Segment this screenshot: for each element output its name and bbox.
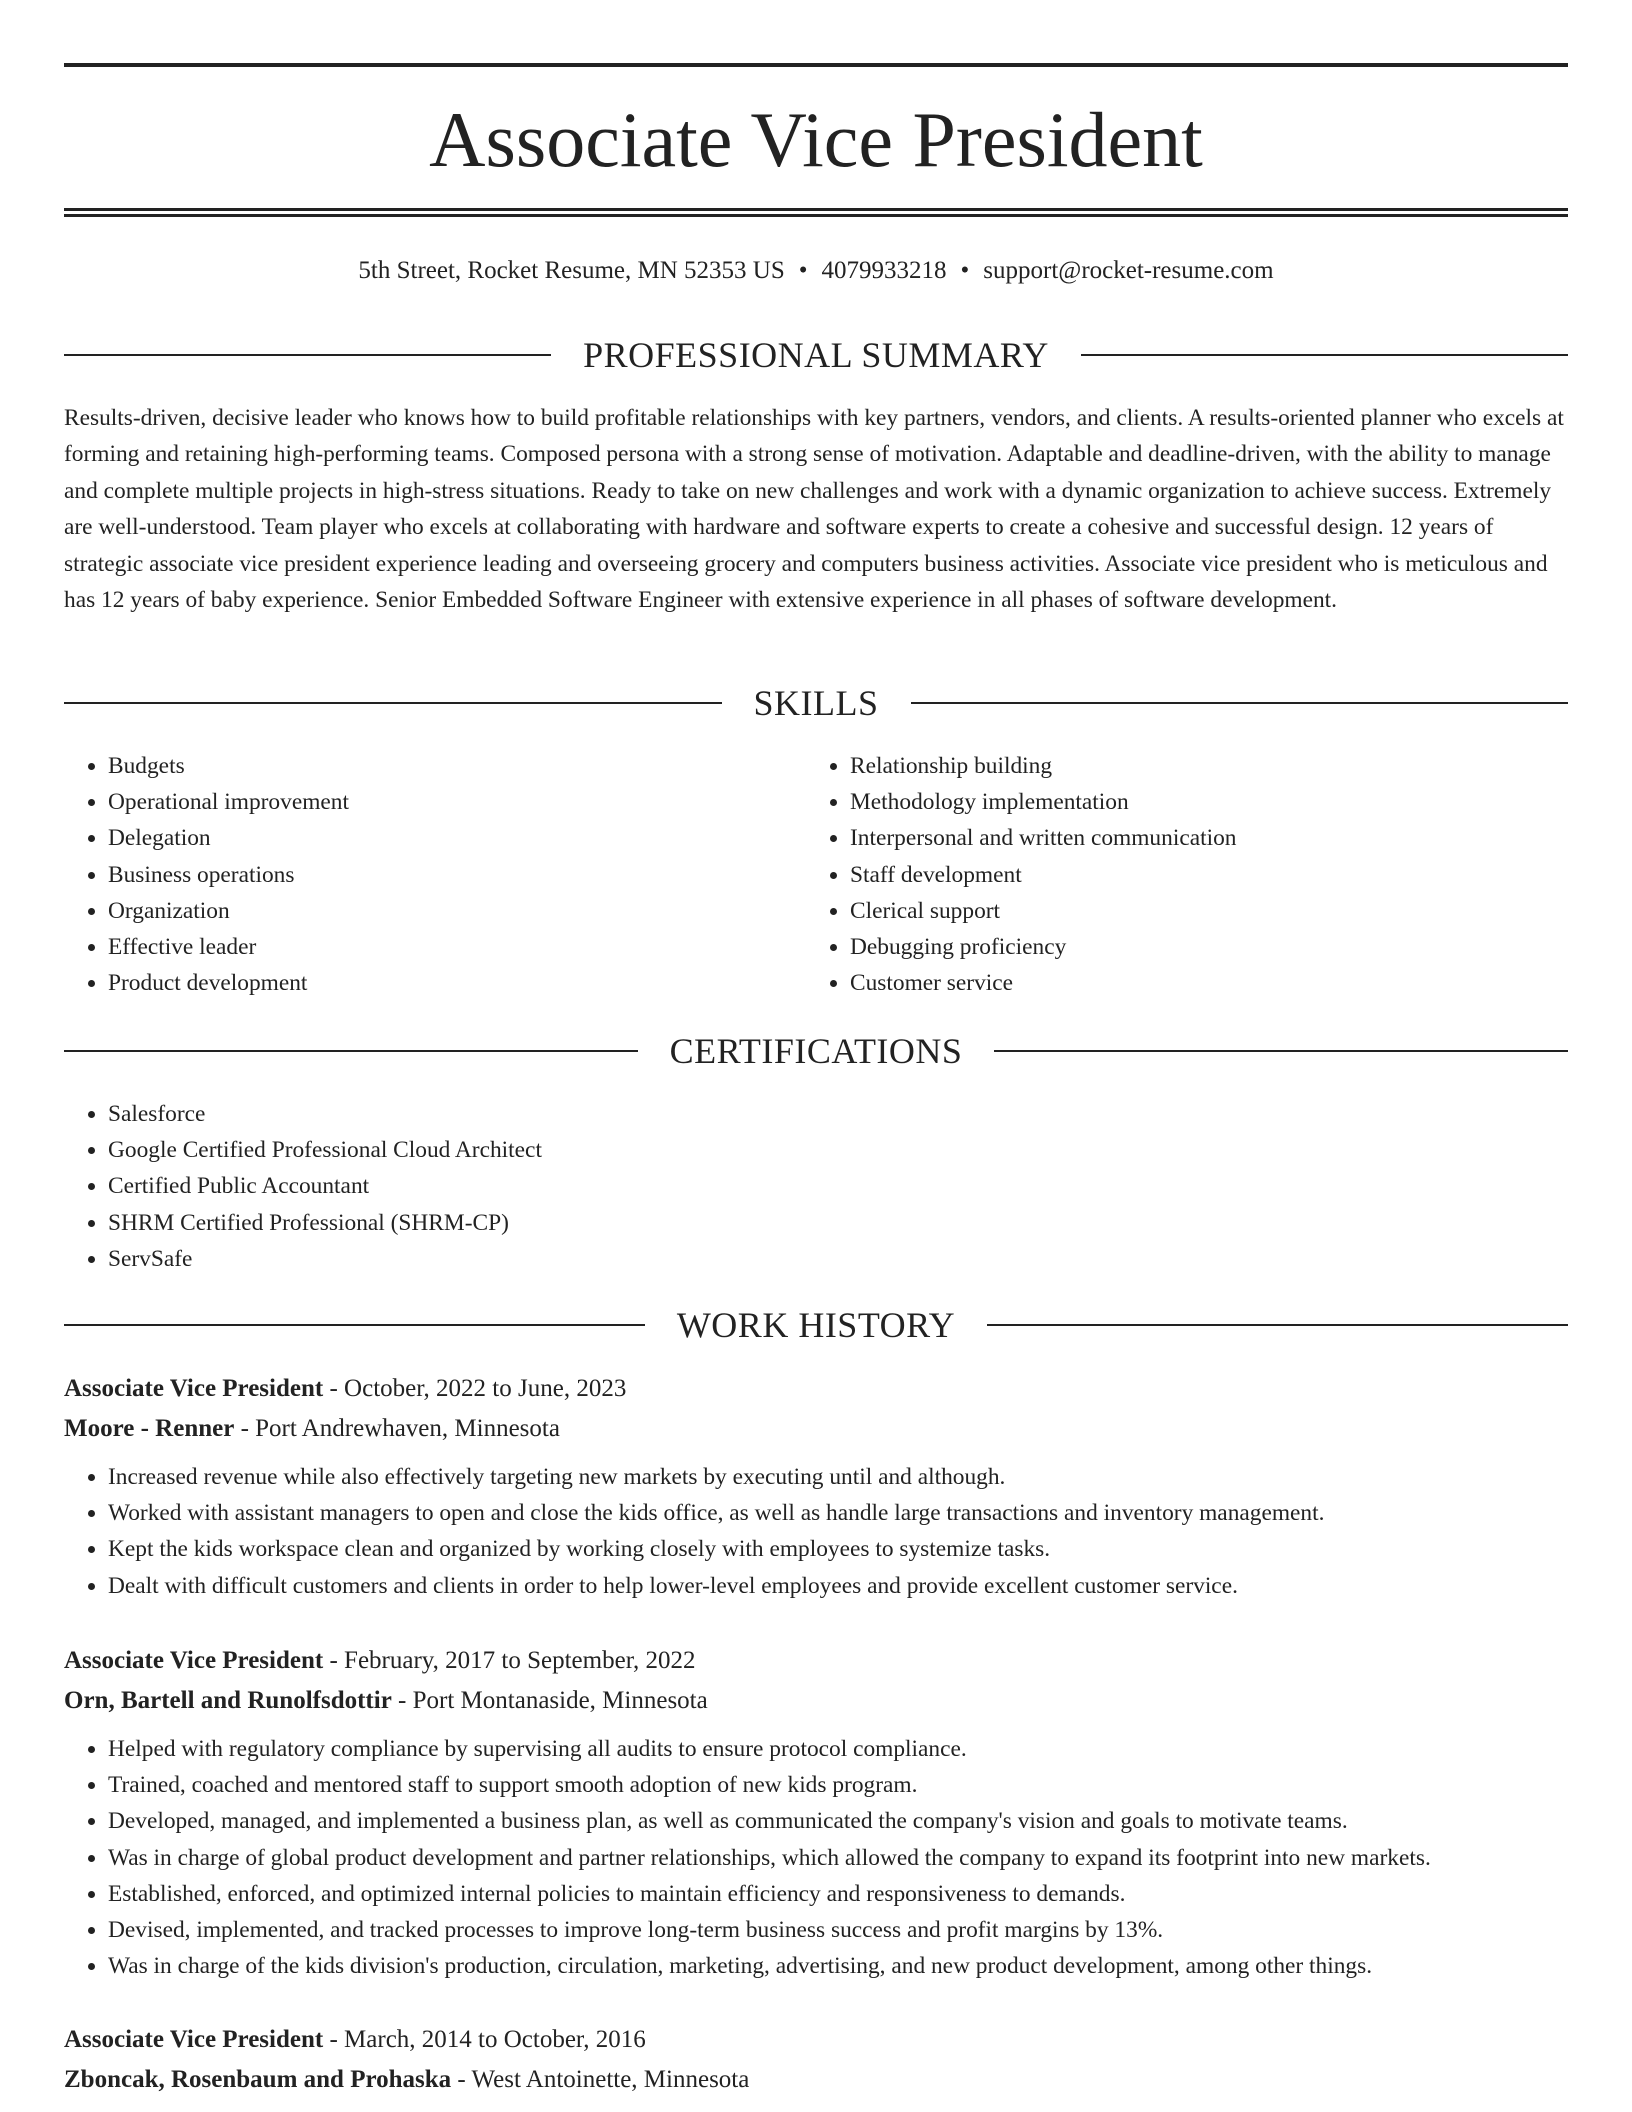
job-company: Orn, Bartell and Runolfsdottir xyxy=(64,1687,392,1714)
skill-item: • Product development xyxy=(108,965,764,1001)
skill-item: • Business operations xyxy=(108,857,764,893)
heading-rule-right xyxy=(994,1050,1568,1052)
heading-rule-left xyxy=(64,354,551,356)
job-duty-item: • Developed, managed, and implemented a business plan, as well as communicated the company's vision and goals to motivate teams. xyxy=(108,1803,1568,1839)
job-title: Associate Vice President xyxy=(64,1375,324,1402)
header-double-rule xyxy=(64,208,1568,217)
heading-rule-left xyxy=(64,1324,645,1326)
job-title-line xyxy=(64,2020,1568,2060)
job-company-line xyxy=(64,1409,1568,1449)
certifications-list xyxy=(64,1096,1564,1277)
contact-email[interactable]: support@rocket-resume.com xyxy=(983,257,1274,284)
job-duty-item: • Helped with regulatory compliance by supervising all audits to ensure protocol compliance. xyxy=(108,1731,1568,1767)
certifications-heading: CERTIFICATIONS xyxy=(669,1031,963,1071)
heading-rule-right xyxy=(1081,354,1568,356)
section-heading-skills xyxy=(64,681,1568,725)
skills-column-left xyxy=(64,748,764,1001)
job-duties xyxy=(64,1731,1568,1984)
skill-item: • Customer service xyxy=(850,965,1566,1001)
skill-item: • Staff development xyxy=(850,857,1566,893)
job-dates: - March, 2014 to October, 2016 xyxy=(323,2026,646,2053)
certification-item: • ServSafe xyxy=(108,1241,1564,1277)
job-company: Zboncak, Rosenbaum and Prohaska xyxy=(64,2066,452,2093)
work-history-heading: WORK HISTORY xyxy=(676,1305,956,1345)
heading-rule-right xyxy=(911,702,1569,704)
skill-item: • Effective leader xyxy=(108,929,764,965)
skill-item: • Debugging proficiency xyxy=(850,929,1566,965)
contact-separator: • xyxy=(798,257,808,284)
job-title: Associate Vice President xyxy=(64,2026,324,2053)
job-duty-item: • Established, enforced, and optimized internal policies to maintain efficiency and responsiveness to demands. xyxy=(108,1876,1568,1912)
job-dates: - October, 2022 to June, 2023 xyxy=(323,1375,627,1402)
contact-phone: 4079933218 xyxy=(821,257,947,284)
job-entry xyxy=(64,2020,1568,2100)
heading-rule-left xyxy=(64,702,722,704)
job-location: - Port Andrewhaven, Minnesota xyxy=(234,1415,560,1442)
certification-item: • Certified Public Accountant xyxy=(108,1168,1564,1204)
section-heading-certifications xyxy=(64,1029,1568,1073)
heading-rule-left xyxy=(64,1050,638,1052)
skill-item: • Organization xyxy=(108,893,764,929)
summary-text: Results-driven, decisive leader who knows how to build profitable relationships with key partners, vendors, and clients. A results-oriented planner who excels at forming and retaining high-performing teams. Composed persona with a strong sense of motivation. Adaptable and deadline-driven, with the ability to manage and complete multiple projects in high-stress situations. Ready to take on new challenges and work with a dynamic organization to achieve success. Extremely are well-understood. Team player who excels at collaborating with hardware and software experts to create a cohesive and successful design. 12 years of strategic associate vice president experience leading and overseeing grocery and computers business activities. Associate vice president who is meticulous and has 12 years of baby experience. Senior Embedded Software Engineer with extensive experience in all phases of software development. xyxy=(64,405,1564,614)
skills-column-right xyxy=(806,748,1566,1001)
job-company-line xyxy=(64,1681,1568,1721)
job-duties xyxy=(64,1459,1568,1604)
job-title: Associate Vice President xyxy=(64,1647,324,1674)
job-company: Moore - Renner xyxy=(64,1415,235,1442)
resume-name: Associate Vice President xyxy=(429,96,1203,183)
certification-item: • SHRM Certified Professional (SHRM-CP) xyxy=(108,1205,1564,1241)
summary-heading: PROFESSIONAL SUMMARY xyxy=(583,335,1049,375)
job-company-line xyxy=(64,2060,1568,2100)
header-top-rule xyxy=(64,63,1568,67)
job-title-line xyxy=(64,1641,1568,1681)
job-entry xyxy=(64,1369,1568,1604)
skill-item: • Operational improvement xyxy=(108,784,764,820)
skill-item: • Clerical support xyxy=(850,893,1566,929)
section-heading-work-history xyxy=(64,1303,1568,1347)
job-entry xyxy=(64,1641,1568,1984)
heading-rule-right xyxy=(987,1324,1568,1326)
job-duty-item: • Dealt with difficult customers and clients in order to help lower-level employees and provide excellent customer service. xyxy=(108,1568,1568,1604)
job-duty-item: • Was in charge of the kids division's production, circulation, marketing, advertising, and new product development, among other things. xyxy=(108,1948,1568,1984)
contact-line xyxy=(64,254,1568,288)
job-duty-item: • Increased revenue while also effectively targeting new markets by executing until and although. xyxy=(108,1459,1568,1495)
job-dates: - February, 2017 to September, 2022 xyxy=(323,1647,696,1674)
skill-item: • Interpersonal and written communication xyxy=(850,820,1566,856)
job-duty-item: • Was in charge of global product development and partner relationships, which allowed the company to expand its footprint into new markets. xyxy=(108,1840,1568,1876)
contact-separator: • xyxy=(960,257,970,284)
job-title-line xyxy=(64,1369,1568,1409)
job-duty-item: • Trained, coached and mentored staff to support smooth adoption of new kids program. xyxy=(108,1767,1568,1803)
section-heading-summary xyxy=(64,333,1568,377)
job-duty-item: • Devised, implemented, and tracked processes to improve long-term business success and profit margins by 13%. xyxy=(108,1912,1568,1948)
job-location: - Port Montanaside, Minnesota xyxy=(391,1687,708,1714)
job-duty-item: • Worked with assistant managers to open and close the kids office, as well as handle large transactions and inventory management. xyxy=(108,1495,1568,1531)
contact-address: 5th Street, Rocket Resume, MN 52353 US xyxy=(358,257,785,284)
certification-item: • Salesforce xyxy=(108,1096,1564,1132)
skill-item: • Budgets xyxy=(108,748,764,784)
skill-item: • Relationship building xyxy=(850,748,1566,784)
certification-item: • Google Certified Professional Cloud Architect xyxy=(108,1132,1564,1168)
skill-item: • Delegation xyxy=(108,820,764,856)
skill-item: • Methodology implementation xyxy=(850,784,1566,820)
job-duty-item: • Kept the kids workspace clean and organized by working closely with employees to systemize tasks. xyxy=(108,1531,1568,1567)
skills-heading: SKILLS xyxy=(753,683,879,723)
job-location: - West Antoinette, Minnesota xyxy=(451,2066,750,2093)
